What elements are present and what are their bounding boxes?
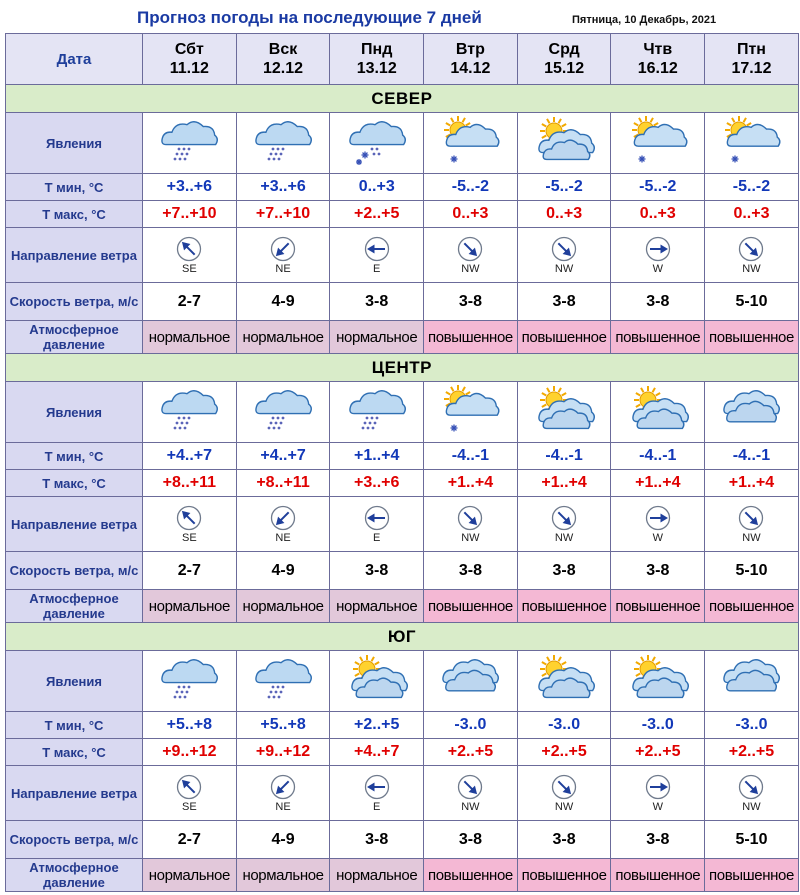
wind-speed-cell: 3-8	[517, 283, 611, 321]
tmin-row	[6, 712, 799, 739]
day-name: Птн	[736, 41, 766, 58]
pressure-cell: повышенное	[611, 590, 705, 623]
pressure-cell: нормальное	[236, 590, 330, 623]
day-name: Сбт	[174, 41, 204, 58]
sun-cloud-icon	[518, 384, 611, 440]
day-date: 15.12	[544, 60, 585, 77]
wind-speed-cell: 3-8	[424, 552, 518, 590]
weather-cell	[143, 113, 237, 174]
tmin-cell: -3..0	[611, 712, 705, 739]
wind-direction-cell	[705, 497, 799, 552]
wind-direction-cell	[143, 228, 237, 283]
weather-cell	[330, 113, 424, 174]
wind-direction-code: E	[373, 800, 381, 813]
wind-direction-cell	[517, 766, 611, 821]
wind-speed-cell: 5-10	[705, 552, 799, 590]
compass-arrow-icon	[518, 774, 611, 800]
compass-arrow-icon	[143, 236, 236, 262]
tmax-cell: +2..+5	[705, 739, 799, 766]
wind-direction-cell	[424, 497, 518, 552]
tmin-row	[6, 174, 799, 201]
pressure-cell: повышенное	[611, 859, 705, 892]
sun-cloud-snow-icon	[705, 115, 798, 171]
wind-speed-cell: 2-7	[143, 821, 237, 859]
weather-cell	[236, 382, 330, 443]
cloud-icon	[424, 653, 517, 709]
wind-direction-row	[6, 497, 799, 552]
wind-speed-cell: 4-9	[236, 283, 330, 321]
weather-cell	[143, 651, 237, 712]
row-label: Т макс, °С	[6, 470, 143, 497]
compass-arrow-icon	[424, 505, 517, 531]
weather-cell	[424, 382, 518, 443]
compass-arrow-icon	[518, 236, 611, 262]
wind-direction-code: W	[652, 531, 663, 544]
region-name: ЮГ	[6, 623, 799, 651]
tmax-cell: +9..+12	[236, 739, 330, 766]
wind-direction-code: SE	[182, 800, 197, 813]
forecast-table	[5, 33, 799, 892]
wind-speed-cell: 3-8	[517, 821, 611, 859]
wind-speed-cell: 4-9	[236, 821, 330, 859]
compass-arrow-icon	[424, 774, 517, 800]
day-header	[424, 34, 518, 85]
tmax-cell: +3..+6	[330, 470, 424, 497]
tmin-row	[6, 443, 799, 470]
compass-arrow-icon	[143, 774, 236, 800]
compass-arrow-icon	[705, 774, 798, 800]
wind-speed-cell: 3-8	[424, 283, 518, 321]
wind-speed-cell: 5-10	[705, 821, 799, 859]
tmin-cell: -5..-2	[705, 174, 799, 201]
tmax-cell: +2..+5	[424, 739, 518, 766]
row-label: Направление ветра	[6, 766, 143, 821]
wind-direction-cell	[424, 228, 518, 283]
wind-direction-code: NW	[554, 531, 574, 544]
wind-speed-cell: 3-8	[424, 821, 518, 859]
pressure-cell: повышенное	[705, 321, 799, 354]
row-label: Т мин, °С	[6, 443, 143, 470]
wind-speed-row	[6, 283, 799, 321]
tmax-cell: 0..+3	[705, 201, 799, 228]
wind-direction-cell	[330, 228, 424, 283]
tmax-cell: +1..+4	[705, 470, 799, 497]
region-header-row	[6, 623, 799, 651]
tmin-cell: +5..+8	[143, 712, 237, 739]
tmax-cell: +1..+4	[424, 470, 518, 497]
pressure-cell: повышенное	[424, 859, 518, 892]
sun-cloud-icon	[518, 115, 611, 171]
row-label: Атмосферное давление	[6, 859, 143, 892]
compass-arrow-icon	[143, 505, 236, 531]
wind-direction-cell	[705, 228, 799, 283]
wind-direction-cell	[705, 766, 799, 821]
tmax-cell: 0..+3	[517, 201, 611, 228]
wind-direction-code: E	[373, 262, 381, 275]
row-label: Направление ветра	[6, 497, 143, 552]
row-label: Скорость ветра, м/с	[6, 821, 143, 859]
weather-cell	[611, 113, 705, 174]
tmin-cell: -3..0	[517, 712, 611, 739]
pressure-row	[6, 859, 799, 892]
rain-cloud-icon	[330, 384, 423, 440]
tmin-cell: +3..+6	[143, 174, 237, 201]
row-label: Скорость ветра, м/с	[6, 283, 143, 321]
tmax-cell: +4..+7	[330, 739, 424, 766]
wind-direction-cell	[330, 497, 424, 552]
page-header	[0, 0, 800, 32]
tmax-cell: +9..+12	[143, 739, 237, 766]
wind-direction-code: NW	[742, 531, 761, 544]
tmin-cell: +4..+7	[143, 443, 237, 470]
sun-cloud-snow-icon	[611, 115, 704, 171]
weather-cell	[517, 113, 611, 174]
tmax-cell: +2..+5	[330, 201, 424, 228]
wind-direction-code: NW	[554, 262, 574, 275]
wind-direction-cell	[236, 766, 330, 821]
day-header	[517, 34, 611, 85]
day-date: 16.12	[637, 60, 678, 77]
wind-direction-code: W	[652, 800, 663, 813]
wind-direction-code: NE	[275, 531, 291, 544]
wind-direction-code: NW	[554, 800, 574, 813]
tmin-cell: -4..-1	[705, 443, 799, 470]
tmax-cell: +7..+10	[236, 201, 330, 228]
compass-arrow-icon	[705, 505, 798, 531]
tmax-cell: 0..+3	[424, 201, 518, 228]
rain-cloud-icon	[143, 115, 236, 171]
wind-direction-code: SE	[182, 262, 197, 275]
weather-cell	[517, 382, 611, 443]
tmin-cell: +3..+6	[236, 174, 330, 201]
tmin-cell: -3..0	[705, 712, 799, 739]
day-date: 11.12	[169, 60, 209, 77]
sun-cloud-snow-icon	[424, 115, 517, 171]
pressure-cell: нормальное	[330, 859, 424, 892]
sun-cloud-icon	[330, 653, 423, 709]
tmin-cell: -4..-1	[424, 443, 518, 470]
compass-arrow-icon	[330, 505, 423, 531]
day-name: Пнд	[361, 41, 393, 58]
day-header	[143, 34, 237, 85]
tmin-cell: -5..-2	[611, 174, 705, 201]
compass-arrow-icon	[237, 774, 330, 800]
tmax-cell: +1..+4	[611, 470, 705, 497]
pressure-cell: повышенное	[424, 321, 518, 354]
day-date: 14.12	[450, 60, 491, 77]
wind-direction-code: E	[373, 531, 381, 544]
tmax-cell: +8..+11	[143, 470, 237, 497]
compass-arrow-icon	[330, 774, 423, 800]
pressure-cell: повышенное	[424, 590, 518, 623]
region-name: ЦЕНТР	[6, 354, 799, 382]
rain-cloud-icon	[237, 115, 330, 171]
wind-direction-code: NE	[275, 800, 291, 813]
wind-direction-code: NW	[461, 800, 480, 813]
wind-speed-cell: 3-8	[330, 552, 424, 590]
tmax-cell: +2..+5	[517, 739, 611, 766]
row-label: Направление ветра	[6, 228, 143, 283]
wind-direction-code: NW	[461, 531, 480, 544]
rain-cloud-icon	[237, 384, 330, 440]
tmin-cell: +2..+5	[330, 712, 424, 739]
snow-rain-cloud-icon	[330, 115, 423, 171]
row-label: Явления	[6, 113, 143, 174]
date-header: Дата	[6, 34, 143, 85]
pressure-cell: повышенное	[517, 321, 611, 354]
day-header	[611, 34, 705, 85]
pressure-cell: нормальное	[143, 590, 237, 623]
pressure-cell: нормальное	[236, 321, 330, 354]
tmax-cell: +2..+5	[611, 739, 705, 766]
row-label: Т макс, °С	[6, 739, 143, 766]
compass-arrow-icon	[705, 236, 798, 262]
tmin-cell: 0..+3	[330, 174, 424, 201]
pressure-cell: повышенное	[705, 590, 799, 623]
pressure-cell: нормальное	[330, 321, 424, 354]
wind-direction-code: NE	[275, 262, 291, 275]
pressure-cell: нормальное	[143, 321, 237, 354]
day-name: Чтв	[643, 41, 673, 58]
compass-arrow-icon	[237, 505, 330, 531]
tmin-cell: -4..-1	[611, 443, 705, 470]
wind-speed-cell: 3-8	[517, 552, 611, 590]
wind-speed-cell: 3-8	[330, 821, 424, 859]
day-header	[236, 34, 330, 85]
tmax-cell: +1..+4	[517, 470, 611, 497]
wind-speed-cell: 3-8	[330, 283, 424, 321]
pressure-cell: нормальное	[330, 590, 424, 623]
wind-speed-cell: 3-8	[611, 821, 705, 859]
region-name: СЕВЕР	[6, 85, 799, 113]
wind-direction-cell	[424, 766, 518, 821]
sun-cloud-icon	[518, 653, 611, 709]
phenomena-row	[6, 113, 799, 174]
wind-direction-row	[6, 228, 799, 283]
tmax-cell: +8..+11	[236, 470, 330, 497]
wind-direction-cell	[611, 228, 705, 283]
weather-cell	[705, 651, 799, 712]
sun-cloud-icon	[611, 653, 704, 709]
day-date: 13.12	[356, 60, 397, 77]
cloud-icon	[705, 653, 798, 709]
weather-cell	[705, 113, 799, 174]
wind-speed-row	[6, 821, 799, 859]
wind-speed-cell: 4-9	[236, 552, 330, 590]
weather-cell	[611, 651, 705, 712]
tmax-cell: 0..+3	[611, 201, 705, 228]
tmin-cell: -4..-1	[517, 443, 611, 470]
weather-cell	[424, 651, 518, 712]
tmin-cell: -5..-2	[517, 174, 611, 201]
day-date: 17.12	[731, 60, 772, 77]
pressure-cell: нормальное	[236, 859, 330, 892]
wind-direction-cell	[143, 497, 237, 552]
tmax-row	[6, 739, 799, 766]
row-label: Атмосферное давление	[6, 321, 143, 354]
region-header-row	[6, 354, 799, 382]
tmin-cell: -5..-2	[424, 174, 518, 201]
weather-cell	[236, 113, 330, 174]
wind-speed-cell: 3-8	[611, 283, 705, 321]
day-header	[330, 34, 424, 85]
row-label: Атмосферное давление	[6, 590, 143, 623]
compass-arrow-icon	[611, 505, 704, 531]
day-name: Срд	[548, 41, 580, 58]
wind-speed-cell: 5-10	[705, 283, 799, 321]
weather-cell	[330, 651, 424, 712]
row-label: Т мин, °С	[6, 174, 143, 201]
phenomena-row	[6, 651, 799, 712]
pressure-cell: повышенное	[517, 590, 611, 623]
wind-direction-row	[6, 766, 799, 821]
day-header	[705, 34, 799, 85]
weather-cell	[143, 382, 237, 443]
wind-direction-cell	[330, 766, 424, 821]
page-title: Прогноз погоды на последующие 7 дней	[137, 8, 482, 27]
header-row	[6, 34, 799, 85]
row-label: Т макс, °С	[6, 201, 143, 228]
region-header-row	[6, 85, 799, 113]
weather-cell	[517, 651, 611, 712]
wind-speed-cell: 2-7	[143, 283, 237, 321]
pressure-row	[6, 321, 799, 354]
rain-cloud-icon	[143, 653, 236, 709]
day-date: 12.12	[263, 60, 304, 77]
rain-cloud-icon	[237, 653, 330, 709]
tmax-row	[6, 201, 799, 228]
compass-arrow-icon	[424, 236, 517, 262]
tmin-cell: +1..+4	[330, 443, 424, 470]
wind-speed-cell: 3-8	[611, 552, 705, 590]
weather-cell	[611, 382, 705, 443]
wind-direction-cell	[517, 497, 611, 552]
day-name: Втр	[455, 41, 485, 58]
weather-cell	[424, 113, 518, 174]
phenomena-row	[6, 382, 799, 443]
current-date: Пятница, 10 Декабрь, 2021	[572, 14, 717, 26]
rain-cloud-icon	[143, 384, 236, 440]
weather-cell	[236, 651, 330, 712]
wind-direction-cell	[611, 497, 705, 552]
pressure-cell: повышенное	[611, 321, 705, 354]
row-label: Явления	[6, 382, 143, 443]
tmax-row	[6, 470, 799, 497]
pressure-cell: нормальное	[143, 859, 237, 892]
weather-cell	[705, 382, 799, 443]
row-label: Т мин, °С	[6, 712, 143, 739]
tmin-cell: +5..+8	[236, 712, 330, 739]
cloud-icon	[705, 384, 798, 440]
compass-arrow-icon	[611, 774, 704, 800]
row-label: Скорость ветра, м/с	[6, 552, 143, 590]
weather-cell	[330, 382, 424, 443]
wind-direction-cell	[611, 766, 705, 821]
compass-arrow-icon	[237, 236, 330, 262]
wind-direction-code: NW	[742, 262, 761, 275]
wind-direction-cell	[143, 766, 237, 821]
wind-direction-code: NW	[742, 800, 761, 813]
pressure-cell: повышенное	[517, 859, 611, 892]
compass-arrow-icon	[611, 236, 704, 262]
day-name: Вск	[268, 41, 298, 58]
sun-cloud-icon	[611, 384, 704, 440]
tmin-cell: +4..+7	[236, 443, 330, 470]
wind-direction-code: SE	[182, 531, 197, 544]
compass-arrow-icon	[330, 236, 423, 262]
sun-cloud-snow-icon	[424, 384, 517, 440]
wind-direction-cell	[236, 497, 330, 552]
wind-speed-row	[6, 552, 799, 590]
wind-direction-code: NW	[461, 262, 480, 275]
tmax-cell: +7..+10	[143, 201, 237, 228]
row-label: Явления	[6, 651, 143, 712]
compass-arrow-icon	[518, 505, 611, 531]
pressure-row	[6, 590, 799, 623]
pressure-cell: повышенное	[705, 859, 799, 892]
wind-direction-cell	[236, 228, 330, 283]
wind-direction-code: W	[652, 262, 663, 275]
tmin-cell: -3..0	[424, 712, 518, 739]
wind-direction-cell	[517, 228, 611, 283]
wind-speed-cell: 2-7	[143, 552, 237, 590]
